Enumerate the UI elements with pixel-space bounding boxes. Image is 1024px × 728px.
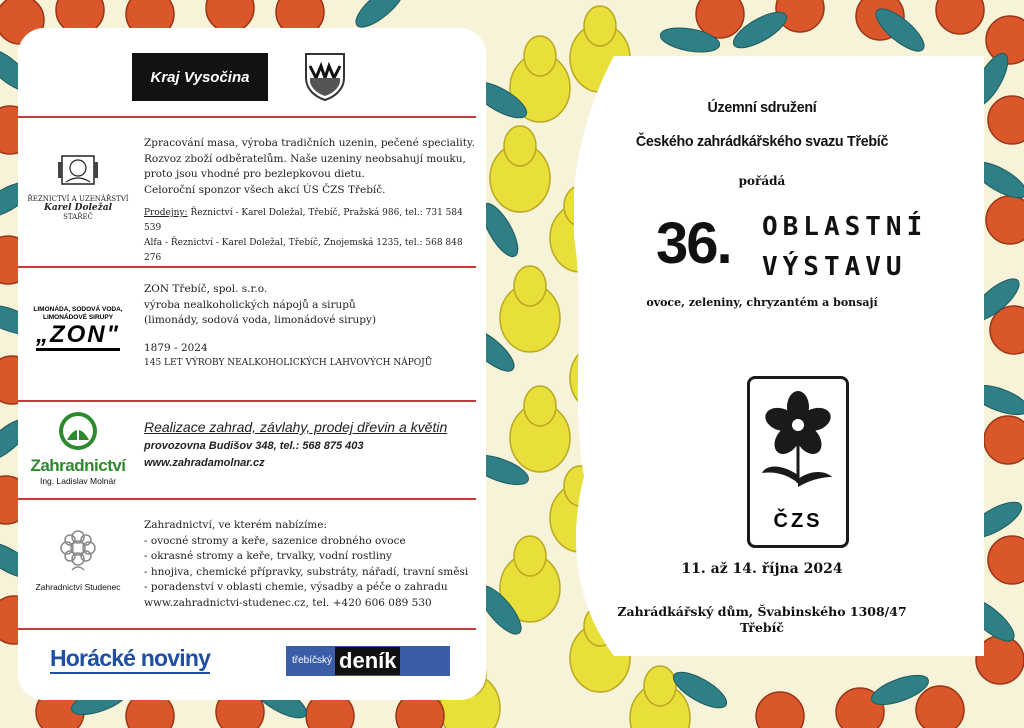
pear-fruit (644, 666, 676, 706)
butcher-text (144, 136, 482, 266)
butcher-logo-line1: ŘEZNICTVÍ A UZENÁŘSTVÍ (27, 195, 129, 203)
butcher-crest-icon (56, 152, 100, 188)
studenec-line: - ovocné stromy a keře, sazenice drobného ovoce (144, 534, 406, 547)
exhibition-subtitle: ovoce, zeleniny, chryzantém a bonsají (646, 296, 878, 309)
czs-flower-icon (750, 379, 846, 499)
molnar-line: provozovna Budišov 348, tel.: 568 875 403 (144, 440, 364, 452)
butcher-desc: Zpracování masa, výroba tradičních uzenin, pečené speciality. (144, 137, 475, 149)
sponsor-zon (18, 274, 486, 398)
top-logos (132, 52, 346, 102)
molnar-logo (22, 410, 134, 486)
sponsor-butcher (18, 132, 486, 262)
butcher-desc: Celoroční sponzor všech akcí ÚS ČZS Třebíč. (144, 183, 386, 196)
exhibition-date: 11. až 14. října 2024 (681, 561, 843, 577)
molnar-headline: Realizace zahrad, závlahy, prodej dřevin a květin (144, 419, 448, 435)
pear-fruit (524, 386, 556, 426)
denik-logo-part: deník (335, 647, 400, 675)
pear-fruit (514, 266, 546, 306)
zon-years-text: 145 LET VÝROBY NEALKOHOLICKÝCH LAHVOVÝCH NÁPOJŮ (144, 358, 433, 368)
divider (18, 266, 476, 268)
apple-fruit (984, 416, 1024, 464)
exhibition-city: Třebíč (739, 620, 785, 635)
horacke-noviny-logo: Horácké noviny (50, 644, 210, 674)
kraj-vysocina-logo: Kraj Vysočina (132, 53, 268, 101)
zon-years: 1879 - 2024 (144, 341, 208, 354)
czs-label: ČZS (773, 510, 823, 532)
exhibition-title-line2: VÝSTAVU (762, 252, 907, 282)
molnar-web: www.zahradamolnar.cz (144, 457, 265, 469)
pear-fruit (524, 36, 556, 76)
studenec-web: www.zahradnictvi-studenec.cz, tel. +420 606 089 530 (144, 596, 432, 609)
zon-logo-top: LIMONÁDA, SODOVÁ VODA, (33, 306, 123, 313)
studenec-text (144, 518, 482, 611)
organizer-line1: Územní sdružení (707, 99, 817, 116)
shops-label: Prodejny: (144, 208, 188, 218)
trebicsky-denik-logo (286, 646, 450, 676)
exhibition-title-line1: OBLASTNÍ (762, 212, 928, 242)
butcher-shop-line: Alfa - Řeznictví - Karel Doležal, Třebíč, Znojemská 1235, tel.: 568 848 276 (144, 238, 463, 263)
divider (18, 628, 476, 630)
zon-logo-word: „ZON" (36, 322, 120, 351)
flower-logo-icon (58, 528, 98, 572)
zon-logo (22, 306, 134, 351)
shop1: Řeznictví - Karel Doležal, Třebíč, Pražská 986, tel.: 731 584 539 (144, 208, 463, 233)
zon-line: (limonády, sodová voda, limonádové sirupy) (144, 314, 377, 326)
zon-text (144, 282, 482, 371)
divider (18, 400, 476, 402)
pear-fruit (514, 536, 546, 576)
media-logos (48, 642, 468, 682)
divider (18, 498, 476, 500)
sponsors-card (18, 28, 486, 700)
divider (18, 116, 476, 118)
organizer-line2: Českého zahrádkářského svazu Třebíč (635, 133, 889, 150)
butcher-logo-name: Karel Doležal (44, 203, 112, 213)
studenec-line: Zahradnictví, ve kterém nabízíme: (144, 519, 328, 531)
molnar-logo-word: Zahradnictví (30, 456, 126, 475)
town-coat-of-arms-icon (304, 52, 346, 102)
apple-fruit (916, 686, 964, 728)
sponsor-molnar (18, 406, 486, 496)
zon-logo-top: LIMONÁDOVÉ SIRUPY (42, 314, 114, 321)
denik-logo-part: třebíčský (292, 655, 333, 666)
studenec-logo (22, 528, 134, 592)
zon-line: ZON Třebíč, spol. s.r.o. (144, 283, 268, 295)
butcher-desc: Rozvoz zboží odběratelům. Naše uzeniny neobsahují mouku, (144, 152, 466, 165)
organizes-label: pořádá (738, 174, 786, 188)
zon-line: výroba nealkoholických nápojů a sirupů (144, 298, 356, 311)
czs-logo (747, 376, 849, 548)
garden-leaf-logo-icon (57, 410, 99, 452)
invitation-panel (574, 56, 984, 656)
pear-fruit (504, 126, 536, 166)
butcher-logo (22, 152, 134, 222)
studenec-line: - poradenství v oblasti chemie, výsadby a péče o zahradu (144, 581, 448, 593)
molnar-logo-sub: Ing. Ladislav Molnár (39, 476, 117, 486)
exhibition-place: Zahrádkářský dům, Švabinského 1308/47 (617, 604, 907, 619)
studenec-line: - hnojiva, chemické přípravky, substráty, nářadí, travní směsi (144, 565, 469, 578)
sponsor-studenec (18, 506, 486, 626)
butcher-desc: proto jsou vhodné pro bezlepkovou dietu. (144, 168, 365, 180)
studenec-line: - okrasné stromy a keře, trvalky, vodní rostliny (144, 550, 392, 562)
studenec-logo-sub: Zahradnictví Studenec (35, 582, 121, 592)
pear-fruit (584, 6, 616, 46)
butcher-logo-line3: STAŘEČ (63, 213, 93, 221)
molnar-text (144, 416, 482, 472)
exhibition-number: 36. (656, 211, 731, 276)
butcher-shop-line (144, 206, 482, 236)
